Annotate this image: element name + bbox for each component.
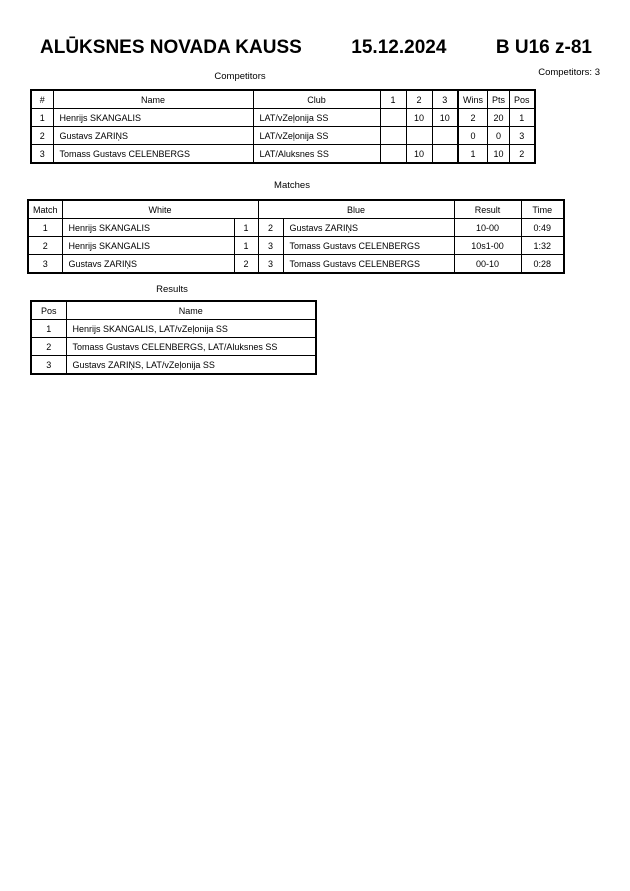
cell-round2: 10 bbox=[406, 145, 432, 164]
cell-white-number: 1 bbox=[234, 219, 258, 237]
cell-result: 10-00 bbox=[454, 219, 521, 237]
cell-round2: 10 bbox=[406, 109, 432, 127]
cell-pts: 10 bbox=[488, 145, 510, 164]
match-row bbox=[28, 237, 564, 255]
cell-blue-number: 3 bbox=[258, 255, 283, 274]
page-title bbox=[40, 36, 592, 60]
competitors-header-wins: Wins bbox=[458, 90, 488, 109]
cell-match-num: 1 bbox=[28, 219, 62, 237]
cell-wins: 1 bbox=[458, 145, 488, 164]
matches-header-white: White bbox=[62, 200, 258, 219]
matches-section-label: Matches bbox=[274, 180, 310, 191]
competitors-table bbox=[30, 89, 536, 164]
cell-blue-number: 2 bbox=[258, 219, 283, 237]
cell-club: LAT/vZeļonija SS bbox=[253, 127, 380, 145]
cell-pos: 1 bbox=[510, 109, 535, 127]
cell-time: 1:32 bbox=[521, 237, 564, 255]
cell-num: 3 bbox=[31, 145, 53, 164]
match-row bbox=[28, 219, 564, 237]
results-header-pos: Pos bbox=[31, 301, 66, 320]
cell-white-name: Henrijs SKANGALIS bbox=[62, 219, 234, 237]
cell-time: 0:28 bbox=[521, 255, 564, 274]
cell-result: 10s1-00 bbox=[454, 237, 521, 255]
competitors-header-pos: Pos bbox=[510, 90, 535, 109]
competitors-count: Competitors: 3 bbox=[538, 67, 600, 78]
cell-pos: 2 bbox=[31, 338, 66, 356]
cell-num: 2 bbox=[31, 127, 53, 145]
cell-name: Gustavs ZARIŅS, LAT/vZeļonija SS bbox=[66, 356, 316, 375]
tournament-date: 15.12.2024 bbox=[351, 37, 447, 58]
cell-white-number: 2 bbox=[234, 255, 258, 274]
competitors-header-round3: 3 bbox=[432, 90, 458, 109]
category-label: B U16 z-81 bbox=[495, 37, 592, 58]
cell-round1 bbox=[380, 145, 406, 164]
competitors-header-name: Name bbox=[53, 90, 253, 109]
results-header-name: Name bbox=[66, 301, 316, 320]
cell-pts: 0 bbox=[488, 127, 510, 145]
matches-header-blue: Blue bbox=[258, 200, 454, 219]
cell-name: Tomass Gustavs CELENBERGS bbox=[53, 145, 253, 164]
cell-pos: 3 bbox=[31, 356, 66, 375]
competitors-header-num: # bbox=[31, 90, 53, 109]
cell-round3: 10 bbox=[432, 109, 458, 127]
cell-pts: 20 bbox=[488, 109, 510, 127]
matches-table bbox=[27, 199, 565, 274]
cell-match-num: 3 bbox=[28, 255, 62, 274]
matches-header-match: Match bbox=[28, 200, 62, 219]
cell-white-name: Henrijs SKANGALIS bbox=[62, 237, 234, 255]
results-section-label: Results bbox=[156, 284, 188, 295]
matches-header-time: Time bbox=[521, 200, 564, 219]
cell-blue-name: Tomass Gustavs CELENBERGS bbox=[283, 255, 454, 274]
cell-name: Gustavs ZARIŅS bbox=[53, 127, 253, 145]
cell-white-name: Gustavs ZARIŅS bbox=[62, 255, 234, 274]
cell-name: Henrijs SKANGALIS bbox=[53, 109, 253, 127]
cell-round3 bbox=[432, 145, 458, 164]
cell-name: Tomass Gustavs CELENBERGS, LAT/Aluksnes SS bbox=[66, 338, 316, 356]
competitors-row bbox=[31, 109, 535, 127]
cell-club: LAT/vZeļonija SS bbox=[253, 109, 380, 127]
cell-blue-name: Tomass Gustavs CELENBERGS bbox=[283, 237, 454, 255]
competitors-header-pts: Pts bbox=[488, 90, 510, 109]
matches-header-row bbox=[28, 200, 564, 219]
competitors-header-row bbox=[31, 90, 535, 109]
competitors-row bbox=[31, 127, 535, 145]
cell-blue-number: 3 bbox=[258, 237, 283, 255]
cell-name: Henrijs SKANGALIS, LAT/vZeļonija SS bbox=[66, 320, 316, 338]
cell-pos: 1 bbox=[31, 320, 66, 338]
cell-time: 0:49 bbox=[521, 219, 564, 237]
competitors-header-club: Club bbox=[253, 90, 380, 109]
cell-match-num: 2 bbox=[28, 237, 62, 255]
cell-round1 bbox=[380, 127, 406, 145]
cell-wins: 2 bbox=[458, 109, 488, 127]
cell-round1 bbox=[380, 109, 406, 127]
cell-pos: 2 bbox=[510, 145, 535, 164]
result-row bbox=[31, 356, 316, 375]
competitors-row bbox=[31, 145, 535, 164]
cell-club: LAT/Aluksnes SS bbox=[253, 145, 380, 164]
cell-result: 00-10 bbox=[454, 255, 521, 274]
cell-num: 1 bbox=[31, 109, 53, 127]
matches-header-result: Result bbox=[454, 200, 521, 219]
results-header-row bbox=[31, 301, 316, 320]
competitors-section-label: Competitors bbox=[214, 71, 266, 82]
cell-white-number: 1 bbox=[234, 237, 258, 255]
cell-pos: 3 bbox=[510, 127, 535, 145]
result-row bbox=[31, 320, 316, 338]
competitors-header-round1: 1 bbox=[380, 90, 406, 109]
cell-round3 bbox=[432, 127, 458, 145]
tournament-title: ALŪKSNES NOVADA KAUSS bbox=[40, 37, 302, 58]
cell-wins: 0 bbox=[458, 127, 488, 145]
results-table bbox=[30, 300, 317, 375]
competitors-header-round2: 2 bbox=[406, 90, 432, 109]
cell-blue-name: Gustavs ZARIŅS bbox=[283, 219, 454, 237]
result-row bbox=[31, 338, 316, 356]
match-row bbox=[28, 255, 564, 274]
cell-round2 bbox=[406, 127, 432, 145]
